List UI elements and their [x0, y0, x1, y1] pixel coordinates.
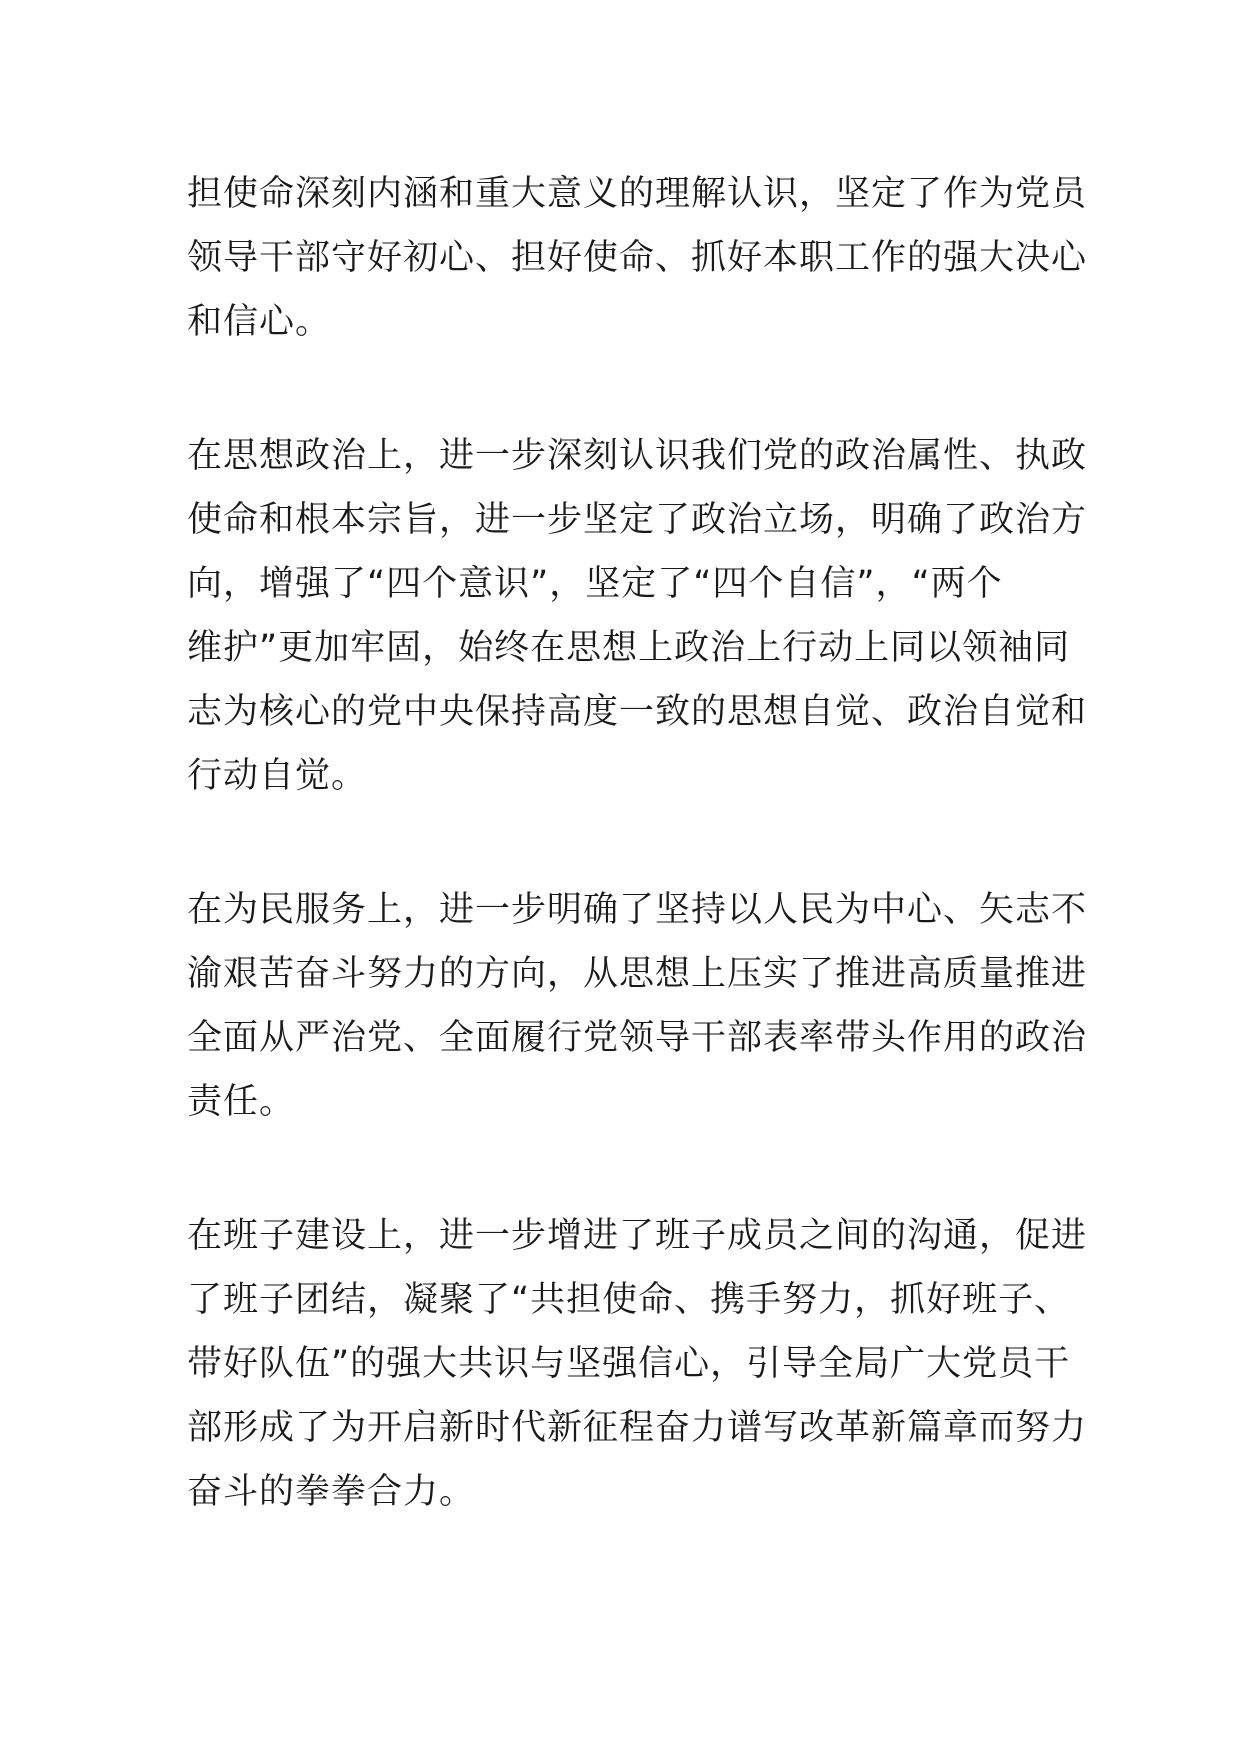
text-line: 责任。 — [187, 1082, 296, 1122]
text-line: 和信心。 — [187, 302, 332, 342]
paragraph-1 — [187, 162, 1088, 354]
text-line: 使命和根本宗旨，进一步坚定了政治立场，明确了政治方 — [187, 500, 1088, 540]
text-line: 在班子建设上，进一步增进了班子成员之间的沟通，促进 — [187, 1216, 1088, 1256]
text-line: 维护”更加牢固，始终在思想上政治上行动上同以领袖同 — [187, 628, 1071, 668]
text-line: 全面从严治党、全面履行党领导干部表率带头作用的政治 — [187, 1018, 1088, 1058]
document-body — [187, 162, 1088, 1524]
text-line: 领导干部守好初心、担好使命、抓好本职工作的强大决心 — [187, 238, 1088, 278]
text-line: 向，增强了“四个意识”，坚定了“四个自信”，“两个 — [187, 564, 1003, 604]
text-line: 了班子团结，凝聚了“共担使命、携手努力，抓好班子、 — [187, 1280, 1071, 1320]
text-line: 志为核心的党中央保持高度一致的思想自觉、政治自觉和 — [187, 692, 1088, 732]
text-line: 在为民服务上，进一步明确了坚持以人民为中心、矢志不 — [187, 890, 1088, 930]
text-line: 渝艰苦奋斗努力的方向，从思想上压实了推进高质量推进 — [187, 954, 1088, 994]
paragraph-2 — [187, 424, 1088, 808]
paragraph-4 — [187, 1204, 1088, 1524]
text-line: 部形成了为开启新时代新征程奋力谱写改革新篇章而努力 — [187, 1408, 1088, 1448]
text-line: 行动自觉。 — [187, 756, 368, 796]
text-line: 担使命深刻内涵和重大意义的理解认识，坚定了作为党员 — [187, 174, 1088, 214]
text-line: 在思想政治上，进一步深刻认识我们党的政治属性、执政 — [187, 436, 1088, 476]
text-line: 奋斗的拳拳合力。 — [187, 1472, 476, 1512]
text-line: 带好队伍”的强大共识与坚强信心，引导全局广大党员干 — [187, 1344, 1071, 1384]
paragraph-3 — [187, 878, 1088, 1134]
